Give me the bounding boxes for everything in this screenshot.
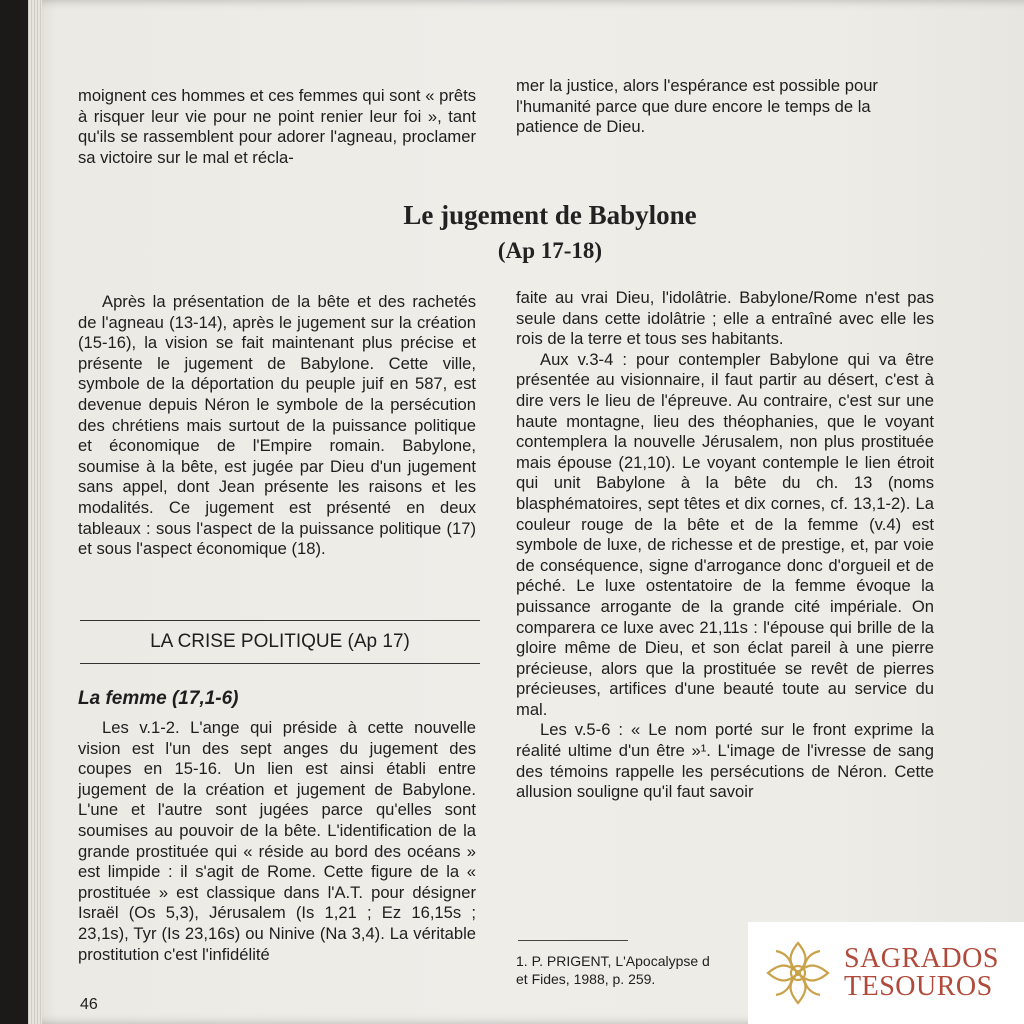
- right-column: [516, 288, 934, 803]
- intro-text: Après la présentation de la bête et des rachetés de l'agneau (13-14), après le jugement sur la création (15-16), la vision se fait maintenant plus précise et présente le jugement de Babylone. Cette ville, symbole de la déportation du peuple juif en 587, est devenue depuis Néron le symbole de la persécution des chrétiens mais surtout de la puissance politique et économique de l'Empire romain. Babylone, soumise à la bête, est jugée par Dieu d'un jugement sans appel, dont Jean présente les raisons et les modalités. Ce jugement est présenté en deux tableaux : sous l'aspect de la puissance politique (17) et sous l'aspect économique (18).: [78, 292, 476, 559]
- subsection-heading: La femme (17,1-6): [78, 688, 239, 709]
- intro-paragraph: [78, 292, 476, 560]
- top-right-text: mer la justice, alors l'espérance est possible pour l'humanité parce que dure encore le temps de la patience de Dieu.: [516, 76, 878, 137]
- footnote-line-1: 1. P. PRIGENT, L'Apocalypse d: [516, 953, 710, 969]
- top-left-paragraph: [78, 86, 476, 168]
- left-body-text: Les v.1-2. L'ange qui préside à cette nouvelle vision est l'un des sept anges du jugement des coupes en 15-16. Un lien est ainsi établi entre jugement de la création et jugement de Babylone. L'une et l'autre sont jugées parce qu'elles sont soumises au pouvoir de la bête. L'identification de la grande prostituée qui « réside au bord des océans » est limpide : il s'agit de Rome. Cette figure de la « prostituée » est classique dans l'A.T. pour désigner Israël (Os 5,3), Jérusalem (Is 1,21 ; Ez 16,15s ; 23,1s), Tyr (Is 23,16s) ou Ninive (Na 3,4). La véritable prostitution c'est l'infidélité: [78, 718, 476, 964]
- page-edges: [28, 0, 42, 1024]
- chapter-subtitle: (Ap 17-18): [497, 238, 603, 263]
- page-number: 46: [80, 996, 98, 1013]
- right-paragraph-1: faite au vrai Dieu, l'idolâtrie. Babylone/Rome n'est pas seule dans cette idolâtrie ; elle a entraîné avec elle les rois de la terre et tous ses habitants.: [516, 288, 934, 349]
- watermark-logo: [748, 922, 1024, 1024]
- right-paragraph-2: Aux v.3-4 : pour contempler Babylone qui va être présentée au visionnaire, il faut partir au désert, c'est à dire vers le lieu de l'épreuve. Au contraire, c'est sur une haute montagne, lieu des théophanies, que le voyant contemplera la nouvelle Jérusalem, non plus prostituée mais épouse (21,10). Le voyant contemple le lien étroit qui unit Babylone à la bête du ch. 13 (noms blasphématoires, sept têtes et dix cornes, cf. 13,1-2). La couleur rouge de la bête et de la femme (v.4) est symbole de luxe, de richesse et de prestige, et, par voie de conséquence, signe d'arrogance donc d'orgueil et de péché. Le luxe ostentatoire de la femme évoque la puissance arrogante de la grande cité impériale. On comparera ce luxe avec 21,11s : l'épouse qui brille de la gloire même de Dieu, et son éclat pareil à une pierre précieuse, alors que la prostituée se revêt de pierres précieuses, artifices d'une beauté toute au service du mal.: [516, 349, 934, 719]
- watermark-text: [844, 945, 999, 1001]
- watermark-line-2: TESOUROS: [844, 971, 993, 1002]
- footnote-rule: [518, 940, 628, 941]
- ornament-icon: [762, 937, 834, 1009]
- top-right-paragraph: [516, 76, 934, 138]
- footnote: [516, 952, 756, 988]
- right-paragraph-3: Les v.5-6 : « Le nom porté sur le front exprime la réalité ultime d'un être »¹. L'image de l'ivresse de sang des témoins rappelle les persécutions de Néron. Cette allusion souligne qu'il faut savoir: [516, 720, 934, 802]
- chapter-title: Le jugement de Babylone: [403, 200, 697, 230]
- section-title: LA CRISE POLITIQUE (Ap 17): [150, 631, 410, 652]
- left-body-paragraph: [78, 718, 476, 965]
- section-heading: [80, 620, 480, 664]
- footnote-line-2: et Fides, 1988, p. 259.: [516, 971, 656, 987]
- top-left-text: moignent ces hommes et ces femmes qui sont « prêts à risquer leur vie pour ne point renier leur foi », tant qu'ils se rassemblent pour adorer l'agneau, proclamer sa victoire sur le mal et récla-: [78, 86, 476, 167]
- watermark-line-1: SAGRADOS: [844, 943, 999, 974]
